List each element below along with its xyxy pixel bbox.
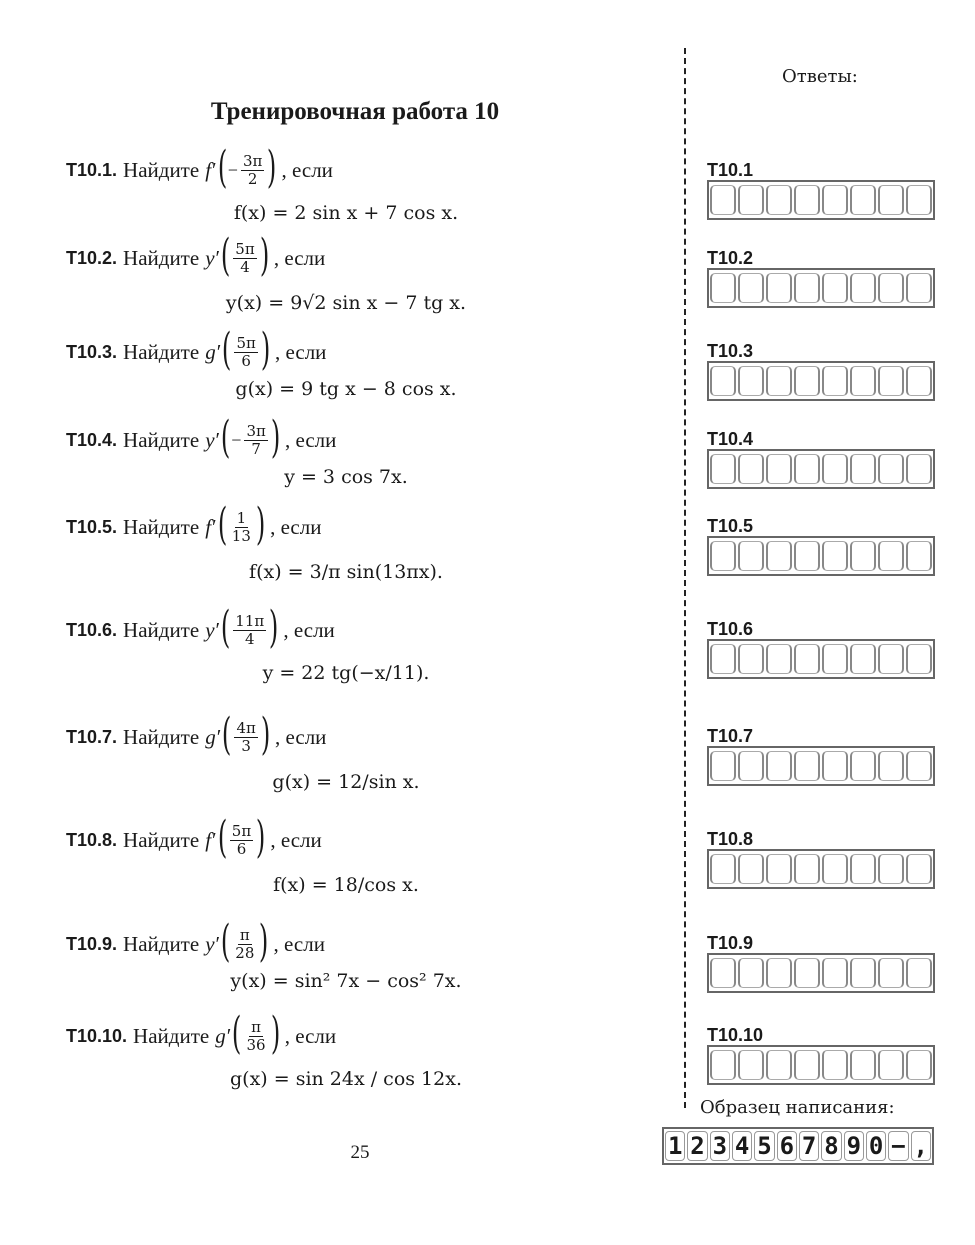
answer-block [707, 830, 935, 889]
problem-formula: y(x) = sin² 7x − cos² 7x. [230, 970, 462, 992]
problem-lead: Найдите [123, 931, 200, 956]
problem-item [66, 230, 676, 314]
fraction-numerator: 3π [246, 421, 266, 440]
fraction-denominator: 4 [240, 257, 250, 276]
answer-cell[interactable] [766, 185, 792, 215]
fraction-denominator: 7 [251, 439, 261, 458]
answer-block [707, 1026, 935, 1085]
answer-cell[interactable] [850, 273, 876, 303]
paren-left: ( [217, 499, 227, 550]
function-name: g [205, 339, 216, 364]
problem-lead: Найдите [123, 245, 200, 270]
paren-left: ( [222, 709, 232, 760]
prime-mark: ′ [212, 827, 217, 852]
problem-id: T10.10. [66, 1025, 128, 1046]
paren-left: ( [222, 324, 232, 375]
answer-cell[interactable] [794, 854, 820, 884]
answer-cell[interactable] [906, 751, 932, 781]
fraction-denominator: 6 [241, 351, 251, 370]
answer-cell[interactable] [878, 751, 904, 781]
answer-cell[interactable] [794, 1050, 820, 1080]
answer-cell[interactable] [710, 958, 736, 988]
answer-cell[interactable] [766, 644, 792, 674]
answer-cell[interactable] [766, 454, 792, 484]
problem-id: T10.1. [66, 159, 118, 180]
answer-cell[interactable] [738, 541, 764, 571]
answer-cell[interactable] [766, 541, 792, 571]
answers-heading: Ответы: [782, 66, 858, 87]
answer-cell[interactable] [878, 1050, 904, 1080]
paren-left: ( [220, 916, 231, 967]
sample-char: 9 [844, 1131, 864, 1161]
answer-cell[interactable] [766, 751, 792, 781]
paren-left: ( [217, 142, 227, 193]
function-name: g [215, 1023, 226, 1048]
function-name: g [205, 724, 216, 749]
function-name: f [205, 157, 212, 182]
answer-input[interactable] [707, 849, 935, 889]
argument-fraction [234, 720, 257, 755]
problem-tail: , если [281, 157, 333, 182]
problem-lead: Найдите [123, 617, 200, 642]
answer-label: T10.7 [707, 726, 754, 746]
sample-char: 0 [866, 1131, 886, 1161]
fraction-numerator: π [239, 925, 250, 944]
function-name: f [205, 514, 212, 539]
answer-cell[interactable] [794, 958, 820, 988]
argument-fraction [233, 927, 256, 962]
answer-input[interactable] [707, 180, 935, 220]
problem-item [66, 812, 676, 896]
argument-fraction [241, 153, 264, 188]
problem-item [66, 709, 676, 793]
answer-cell[interactable] [794, 644, 820, 674]
argument-fraction [233, 613, 266, 648]
sample-char: 3 [710, 1131, 730, 1161]
answer-label: T10.8 [707, 829, 754, 849]
fraction-numerator: 4π [236, 718, 256, 737]
answer-cell[interactable] [710, 644, 736, 674]
answer-cell[interactable] [822, 454, 848, 484]
problem-formula: g(x) = 9 tg x − 8 cos x. [235, 378, 457, 400]
paren-right: ) [269, 602, 279, 653]
problem-id: T10.4. [66, 429, 118, 450]
prime-mark: ′ [215, 427, 221, 452]
problem-lead: Найдите [123, 339, 200, 364]
answer-cell[interactable] [738, 185, 764, 215]
prime-mark: ′ [216, 339, 222, 364]
argument-fraction [234, 335, 257, 370]
answer-cell[interactable] [850, 644, 876, 674]
problem-id: T10.7. [66, 726, 118, 747]
sample-char: 7 [799, 1131, 819, 1161]
answer-cell[interactable] [766, 854, 792, 884]
answer-label: T10.5 [707, 516, 754, 536]
answer-label: T10.2 [707, 248, 754, 268]
page-title: Тренировочная работа 10 [210, 98, 500, 125]
answer-cell[interactable] [710, 541, 736, 571]
argument-fraction [244, 1019, 267, 1054]
fraction-numerator: π [251, 1017, 261, 1036]
answer-label: T10.9 [707, 933, 754, 953]
paren-right: ) [259, 916, 269, 967]
minus-sign: − [231, 429, 242, 450]
answer-cell[interactable] [794, 454, 820, 484]
answer-label: T10.4 [707, 429, 754, 449]
answer-block [707, 161, 935, 220]
answer-cell[interactable] [822, 366, 848, 396]
problem-tail: , если [283, 617, 335, 642]
paren-right: ) [259, 230, 269, 281]
fraction-denominator: 13 [231, 526, 251, 545]
paren-right: ) [256, 812, 266, 863]
argument-fraction [230, 510, 253, 545]
answer-block [707, 342, 935, 401]
answer-cell[interactable] [850, 854, 876, 884]
answer-block [707, 517, 935, 576]
problem-formula: y = 22 tg(−x/11). [262, 662, 430, 684]
problem-id: T10.9. [66, 933, 118, 954]
answer-cell[interactable] [710, 751, 736, 781]
answer-cell[interactable] [738, 273, 764, 303]
problem-id: T10.5. [66, 516, 118, 537]
answer-cell[interactable] [906, 541, 932, 571]
answer-input[interactable] [707, 536, 935, 576]
answer-cell[interactable] [878, 541, 904, 571]
paren-left: ( [220, 412, 231, 463]
paren-right: ) [260, 324, 271, 375]
answer-cell[interactable] [738, 366, 764, 396]
sample-label: Образец написания: [700, 1097, 895, 1118]
answer-cell[interactable] [850, 185, 876, 215]
function-name: y [205, 931, 215, 956]
fraction-numerator: 5π [236, 333, 256, 352]
answer-cell[interactable] [878, 454, 904, 484]
sample-char: 5 [754, 1131, 774, 1161]
problem-formula: g(x) = 12/sin x. [272, 771, 420, 793]
problem-item [66, 916, 676, 992]
answer-cell[interactable] [906, 185, 932, 215]
fraction-denominator: 2 [247, 169, 258, 188]
sample-char: , [911, 1131, 931, 1161]
problem-tail: , если [284, 1023, 337, 1048]
argument-fraction [230, 823, 253, 858]
argument-fraction [244, 423, 267, 458]
problem-tail: , если [270, 827, 322, 852]
function-name: y [205, 427, 215, 452]
answer-cell[interactable] [738, 854, 764, 884]
function-name: y [205, 617, 215, 642]
problem-question [66, 412, 676, 463]
problem-lead: Найдите [123, 427, 200, 452]
sample-char: 8 [821, 1131, 841, 1161]
answer-cell[interactable] [794, 366, 820, 396]
page-number: 25 [350, 1142, 370, 1163]
answer-block [707, 620, 935, 679]
paren-right: ) [267, 142, 277, 193]
problem-id: T10.6. [66, 619, 118, 640]
dashed-divider [684, 48, 686, 1108]
answer-cell[interactable] [738, 454, 764, 484]
problem-formula: f(x) = 3/π sin(13πx). [249, 561, 443, 583]
paren-right: ) [270, 412, 281, 463]
answer-cell[interactable] [766, 1050, 792, 1080]
problem-tail: , если [273, 931, 325, 956]
answer-cell[interactable] [710, 366, 736, 396]
problem-question [66, 1008, 676, 1059]
problem-lead: Найдите [123, 514, 200, 539]
answer-cell[interactable] [822, 185, 848, 215]
answer-cell[interactable] [822, 273, 848, 303]
problem-question [66, 709, 676, 760]
sample-char: − [888, 1131, 908, 1161]
answer-cell[interactable] [822, 751, 848, 781]
prime-mark: ′ [215, 617, 221, 642]
prime-mark: ′ [212, 157, 217, 182]
paren-left: ( [232, 1008, 242, 1059]
answer-label: T10.6 [707, 619, 754, 639]
problem-item [66, 412, 676, 488]
answer-block [707, 934, 935, 993]
answer-cell[interactable] [850, 454, 876, 484]
paren-right: ) [255, 499, 266, 550]
answer-cell[interactable] [794, 185, 820, 215]
answer-cell[interactable] [850, 751, 876, 781]
fraction-denominator: 4 [244, 629, 255, 648]
problem-tail: , если [270, 514, 322, 539]
problem-formula: f(x) = 2 sin x + 7 cos x. [233, 202, 459, 224]
fraction-numerator: 1 [236, 508, 247, 527]
problem-question [66, 812, 676, 863]
answer-cell[interactable] [794, 751, 820, 781]
paren-right: ) [270, 1008, 280, 1059]
answer-cell[interactable] [766, 273, 792, 303]
problem-id: T10.3. [66, 341, 118, 362]
answer-cell[interactable] [766, 366, 792, 396]
answer-cell[interactable] [878, 958, 904, 988]
problem-formula: f(x) = 18/cos x. [273, 874, 419, 896]
answer-cell[interactable] [906, 958, 932, 988]
answer-input[interactable] [707, 449, 935, 489]
answer-cell[interactable] [738, 644, 764, 674]
fraction-denominator: 28 [235, 943, 255, 962]
answer-cell[interactable] [766, 958, 792, 988]
answer-cell[interactable] [850, 366, 876, 396]
answer-input[interactable] [707, 361, 935, 401]
answer-cell[interactable] [906, 644, 932, 674]
answer-input[interactable] [707, 639, 935, 679]
answer-cell[interactable] [906, 366, 932, 396]
answer-cell[interactable] [794, 541, 820, 571]
fraction-denominator: 36 [246, 1035, 266, 1054]
problem-tail: , если [273, 245, 326, 270]
answer-cell[interactable] [710, 854, 736, 884]
paren-left: ( [220, 230, 231, 281]
argument-fraction [233, 241, 256, 276]
answer-cell[interactable] [850, 958, 876, 988]
answer-cell[interactable] [710, 185, 736, 215]
problem-formula: y(x) = 9√2 sin x − 7 tg x. [225, 292, 467, 314]
fraction-numerator: 11π [235, 611, 265, 630]
answer-label: T10.3 [707, 341, 754, 361]
answer-cell[interactable] [710, 273, 736, 303]
problem-item [66, 142, 676, 224]
fraction-numerator: 3π [242, 151, 263, 170]
problem-question [66, 230, 676, 281]
answer-block [707, 249, 935, 308]
answer-cell[interactable] [850, 541, 876, 571]
problem-id: T10.2. [66, 247, 118, 268]
answer-cell[interactable] [906, 1050, 932, 1080]
problem-lead: Найдите [123, 724, 200, 749]
answer-cell[interactable] [794, 273, 820, 303]
fraction-numerator: 5π [231, 821, 252, 840]
answer-cell[interactable] [878, 854, 904, 884]
answer-input[interactable] [707, 1045, 935, 1085]
problem-item [66, 602, 676, 684]
answer-block [707, 727, 935, 786]
sample-char: 4 [732, 1131, 752, 1161]
answer-input[interactable] [707, 268, 935, 308]
answer-block [707, 430, 935, 489]
answer-cell[interactable] [822, 958, 848, 988]
prime-mark: ′ [215, 931, 221, 956]
answer-cell[interactable] [738, 751, 764, 781]
problem-formula: y = 3 cos 7x. [284, 466, 408, 488]
problem-item [66, 324, 676, 400]
problem-item [66, 499, 676, 583]
problem-question [66, 916, 676, 967]
answer-label: T10.1 [707, 160, 754, 180]
answer-cell[interactable] [710, 454, 736, 484]
problem-tail: , если [285, 427, 337, 452]
sample-char: 6 [777, 1131, 797, 1161]
answer-cell[interactable] [906, 454, 932, 484]
prime-mark: ′ [215, 245, 221, 270]
answer-cell[interactable] [738, 1050, 764, 1080]
answer-cell[interactable] [878, 273, 904, 303]
answer-cell[interactable] [878, 644, 904, 674]
problem-id: T10.8. [66, 829, 118, 850]
function-name: y [205, 245, 215, 270]
paren-right: ) [260, 709, 271, 760]
problem-formula: g(x) = sin 24x / cos 12x. [230, 1068, 462, 1090]
answer-cell[interactable] [738, 958, 764, 988]
sample-char: 2 [687, 1131, 707, 1161]
answer-cell[interactable] [878, 185, 904, 215]
fraction-denominator: 6 [236, 839, 247, 858]
sample-digits [662, 1127, 934, 1165]
answer-cell[interactable] [822, 1050, 848, 1080]
problem-tail: , если [275, 339, 327, 364]
answer-cell[interactable] [906, 854, 932, 884]
answer-cell[interactable] [822, 854, 848, 884]
problem-tail: , если [275, 724, 327, 749]
problem-item [66, 1008, 676, 1090]
problem-lead: Найдите [133, 1023, 210, 1048]
answer-cell[interactable] [710, 1050, 736, 1080]
problem-question [66, 142, 676, 193]
answer-input[interactable] [707, 953, 935, 993]
fraction-denominator: 3 [241, 736, 251, 755]
problem-question [66, 324, 676, 375]
answer-cell[interactable] [850, 1050, 876, 1080]
answer-cell[interactable] [822, 644, 848, 674]
answer-cell[interactable] [906, 273, 932, 303]
function-name: f [205, 827, 212, 852]
answer-label: T10.10 [707, 1025, 764, 1045]
answer-input[interactable] [707, 746, 935, 786]
sample-char: 1 [665, 1131, 685, 1161]
problem-lead: Найдите [123, 157, 200, 182]
prime-mark: ′ [226, 1023, 232, 1048]
problem-question [66, 499, 676, 550]
fraction-numerator: 5π [235, 239, 255, 258]
paren-left: ( [220, 602, 231, 653]
answer-cell[interactable] [878, 366, 904, 396]
answer-cell[interactable] [822, 541, 848, 571]
problem-question [66, 602, 676, 653]
problem-lead: Найдите [123, 827, 200, 852]
prime-mark: ′ [212, 514, 217, 539]
paren-left: ( [217, 812, 227, 863]
minus-sign: − [227, 159, 238, 180]
prime-mark: ′ [216, 724, 222, 749]
